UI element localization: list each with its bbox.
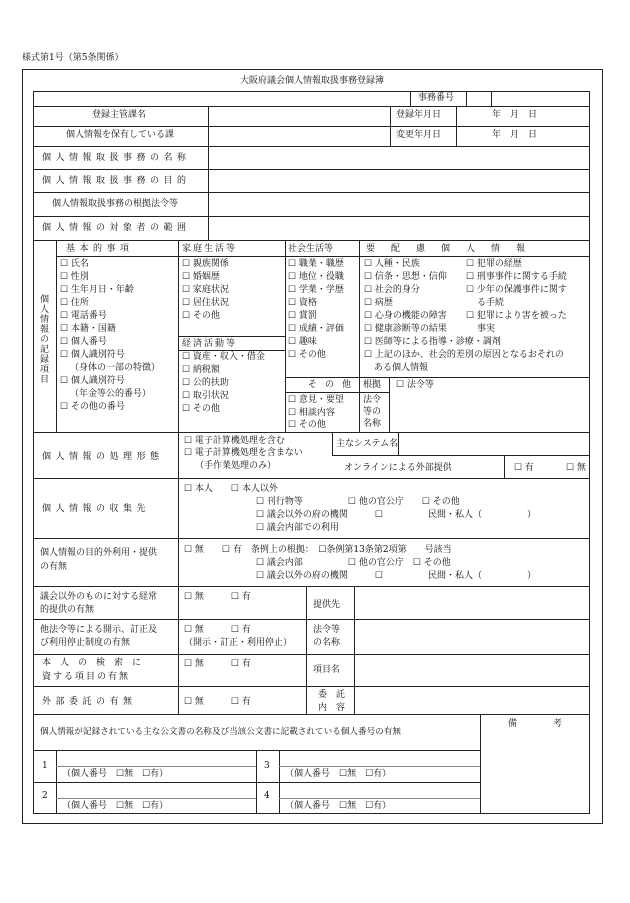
teisei-label: 他法令等による開示、訂正及 <box>40 625 158 635</box>
online-yes[interactable]: ☐ 有 <box>514 463 534 473</box>
kobunsho-num: 1 <box>42 761 48 771</box>
mynumber-check[interactable]: （個人番号 ☐無 ☐有） <box>62 801 169 811</box>
itaku-opt[interactable]: ☐ 無 ☐ 有 <box>184 697 251 707</box>
kihon-item[interactable]: ☐ 電話番号 <box>60 311 107 321</box>
keizai-head: 経済活動等 <box>182 339 238 349</box>
kensaku-label: 資する項目の有無 <box>42 672 131 682</box>
shakai-item[interactable]: ☐ 賞罰 <box>288 311 317 321</box>
online-label: オンラインによる外部提供 <box>344 463 452 473</box>
keijoteki-label: 的提供の有無 <box>40 605 95 615</box>
teisei-horei: 法令等 <box>313 625 341 635</box>
yohairyo-item[interactable]: ☐ 刑事事件に関する手続 <box>466 272 567 282</box>
sonota-item[interactable]: ☐ 相談内容 <box>288 408 335 418</box>
yohairyo-item[interactable]: ☐ 信条・思想・信仰 <box>364 272 447 282</box>
kihon-item-note: （年金等公的番号） <box>70 389 152 399</box>
shakai-item[interactable]: ☐ 趣味 <box>288 337 317 347</box>
jimu-mokuteki-label: 個人情報取扱事務の目的 <box>42 176 191 186</box>
konkyo-label-small: 根拠 <box>363 380 382 390</box>
teisei-opt-note: （開示・訂正・利用停止） <box>184 638 293 648</box>
katei-item[interactable]: ☐ その他 <box>182 311 220 321</box>
yohairyo-item[interactable]: ☐ 社会的身分 <box>364 285 420 295</box>
gaiteikyo-line[interactable]: ☐ 議会以外の府の機関 ☐ 民間・私人（ ） <box>256 571 536 581</box>
katei-head: 家庭生活等 <box>182 244 238 254</box>
henko-date-value: 年 月 日 <box>492 130 538 140</box>
kihon-item[interactable]: ☐ 個人識別符号 <box>60 376 125 386</box>
yohairyo-item[interactable]: ☐ 犯罪により害を被った <box>466 311 567 321</box>
hoko-label: 法令等の名称 <box>363 395 382 429</box>
taisho-label: 個人情報の対象者の範囲 <box>42 223 191 233</box>
itaku-naiyo: 委 託 <box>318 690 346 700</box>
teisei-opt[interactable]: ☐ 無 ☐ 有 <box>184 625 251 635</box>
konkyo-label: 個人情報取扱事務の根拠法令等 <box>52 199 179 209</box>
yohairyo-head: 要配慮個人情報 <box>366 244 542 254</box>
register-title: 大阪府議会個人情報取扱事務登録簿 <box>240 76 385 86</box>
kensaku-label: 本人の検索に <box>42 658 151 668</box>
shori-opt2[interactable]: ☐ 電子計算機処理を含まない <box>184 448 303 458</box>
biko-label: 備 考 <box>508 719 563 729</box>
kobunsho-label: 個人情報が記録されている主な公文書の名称及び当該公文書に記載されている個人番号の有無 <box>40 727 401 737</box>
yohairyo-item[interactable]: ☐ 少年の保護事件に関す <box>466 285 567 295</box>
yohairyo-item[interactable]: ☐ 人種・民族 <box>364 259 420 269</box>
shakai-item[interactable]: ☐ 成績・評価 <box>288 324 344 334</box>
yohairyo-item[interactable]: ☐ 犯罪の経歴 <box>466 259 522 269</box>
toroku-date-value: 年 月 日 <box>492 110 538 120</box>
shushu-label: 個人情報の収集先 <box>42 504 151 514</box>
henko-date-label: 変更年月日 <box>396 130 442 140</box>
keijoteki-label: 議会以外のものに対する経常 <box>40 592 158 602</box>
kihon-item[interactable]: ☐ 住所 <box>60 298 89 308</box>
kihon-item[interactable]: ☐ その他の番号 <box>60 402 125 412</box>
gaiteikyo-line[interactable]: ☐ 無 ☐ 有 条例上の根拠： ☐条例第13条第2項第 号該当 <box>184 545 452 555</box>
kiroku-side-label: 個人情報の記録項目 <box>38 294 48 384</box>
kensaku-opt[interactable]: ☐ 無 ☐ 有 <box>184 659 251 669</box>
mynumber-check[interactable]: （個人番号 ☐無 ☐有） <box>285 769 392 779</box>
itaku-naiyo: 内 容 <box>318 703 346 713</box>
shakai-item[interactable]: ☐ 地位・役職 <box>288 272 344 282</box>
katei-item[interactable]: ☐ 婚姻歴 <box>182 272 220 282</box>
kihon-item[interactable]: ☐ 氏名 <box>60 259 89 269</box>
shushu-line[interactable]: ☐ 本人 ☐ 本人以外 <box>184 484 278 494</box>
keizai-item[interactable]: ☐ 納税額 <box>182 365 220 375</box>
teikyosaki-label: 提供先 <box>313 600 341 610</box>
keijoteki-opt[interactable]: ☐ 無 ☐ 有 <box>184 592 251 602</box>
yohairyo-item-note: る手続 <box>477 298 505 308</box>
shori-opt1[interactable]: ☐ 電子計算機処理を含む <box>184 436 285 446</box>
itaku-label: 外部委託の有無 <box>42 697 137 707</box>
yohairyo-item[interactable]: ☐ 医師等による指導・診療・調剤 <box>364 337 501 347</box>
keizai-item[interactable]: ☐ 取引状況 <box>182 391 229 401</box>
yohairyo-item[interactable]: ☐ 健康診断等の結果 <box>364 324 447 334</box>
yohairyo-item[interactable]: ☐ 心身の機能の障害 <box>364 311 447 321</box>
toroku-date-label: 登録年月日 <box>396 110 442 120</box>
kobunsho-num: 3 <box>264 761 270 771</box>
kihon-item[interactable]: ☐ 本籍・国籍 <box>60 324 116 334</box>
kobunsho-num: 4 <box>264 791 270 801</box>
horeito-check[interactable]: ☐ 法令等 <box>396 380 434 390</box>
yohairyo-item-note: 事実 <box>477 324 496 334</box>
katei-item[interactable]: ☐ 親族関係 <box>182 259 229 269</box>
keizai-item[interactable]: ☐ 公的扶助 <box>182 378 229 388</box>
shori-opt2-note: （手作業処理のみ） <box>195 461 277 471</box>
shakai-item[interactable]: ☐ その他 <box>288 350 326 360</box>
shakai-item[interactable]: ☐ 資格 <box>288 298 317 308</box>
kihon-item[interactable]: ☐ 個人識別符号 <box>60 350 125 360</box>
keizai-item[interactable]: ☐ その他 <box>182 404 220 414</box>
sonota-head: その他 <box>308 380 360 390</box>
shakai-item[interactable]: ☐ 職業・職歴 <box>288 259 344 269</box>
hoyu-ka-label: 個人情報を保有している課 <box>66 130 175 140</box>
kihon-item[interactable]: ☐ 生年月日・年齢 <box>60 285 134 295</box>
online-no[interactable]: ☐ 無 <box>566 463 586 473</box>
kihon-item-note: （身体の一部の特徴） <box>70 363 161 373</box>
mynumber-check[interactable]: （個人番号 ☐無 ☐有） <box>62 769 169 779</box>
teisei-horei: の名称 <box>313 638 341 648</box>
gaiteikyo-line[interactable]: ☐ 議会内部 ☐ 他の官公庁 ☐ その他 <box>256 558 451 568</box>
kihon-head: 基本的事項 <box>66 244 134 254</box>
shakai-head: 社会生活等 <box>288 244 334 254</box>
gaiteikyo-label: の有無 <box>40 562 68 572</box>
katei-item[interactable]: ☐ 家庭状況 <box>182 285 229 295</box>
katei-item[interactable]: ☐ 居住状況 <box>182 298 229 308</box>
komoku-label: 項目名 <box>313 665 341 675</box>
jimu-name-label: 個人情報取扱事務の名称 <box>42 153 191 163</box>
yohairyo-item[interactable]: ☐ 病歴 <box>364 298 393 308</box>
yohairyo-item[interactable]: ☐ 上記のほか、社会的差別の原因となるおそれの <box>364 350 564 360</box>
gaiteikyo-label: 個人情報の目的外利用・提供 <box>40 548 158 558</box>
mynumber-check[interactable]: （個人番号 ☐無 ☐有） <box>285 801 392 811</box>
jimu-bango-label: 事務番号 <box>418 93 455 103</box>
kobunsho-num: 2 <box>42 791 48 801</box>
shori-label: 個人情報の処理形態 <box>42 452 164 462</box>
shushu-line[interactable]: ☐ 刊行物等 ☐ 他の官公庁 ☐ その他 <box>256 497 460 507</box>
toroku-shukan-label: 登録主管課名 <box>92 110 147 120</box>
sonota-item[interactable]: ☐ 意見・要望 <box>288 395 344 405</box>
shakai-item[interactable]: ☐ 学業・学歴 <box>288 285 344 295</box>
form-reference: 様式第1号（第5条関係） <box>22 53 124 63</box>
shushu-line[interactable]: ☐ 議会内部での利用 <box>256 523 339 533</box>
yohairyo-item-note: ある個人情報 <box>374 363 429 373</box>
system-label: 主なシステム名 <box>336 439 399 449</box>
keizai-item[interactable]: ☐ 資産・収入・借金 <box>182 352 265 362</box>
sonota-item[interactable]: ☐ その他 <box>288 420 326 430</box>
shushu-line[interactable]: ☐ 議会以外の府の機関 ☐ 民間・私人（ ） <box>256 510 536 520</box>
teisei-label: び利用停止制度の有無 <box>40 638 131 648</box>
kihon-item[interactable]: ☐ 個人番号 <box>60 337 107 347</box>
kihon-item[interactable]: ☐ 性別 <box>60 272 89 282</box>
